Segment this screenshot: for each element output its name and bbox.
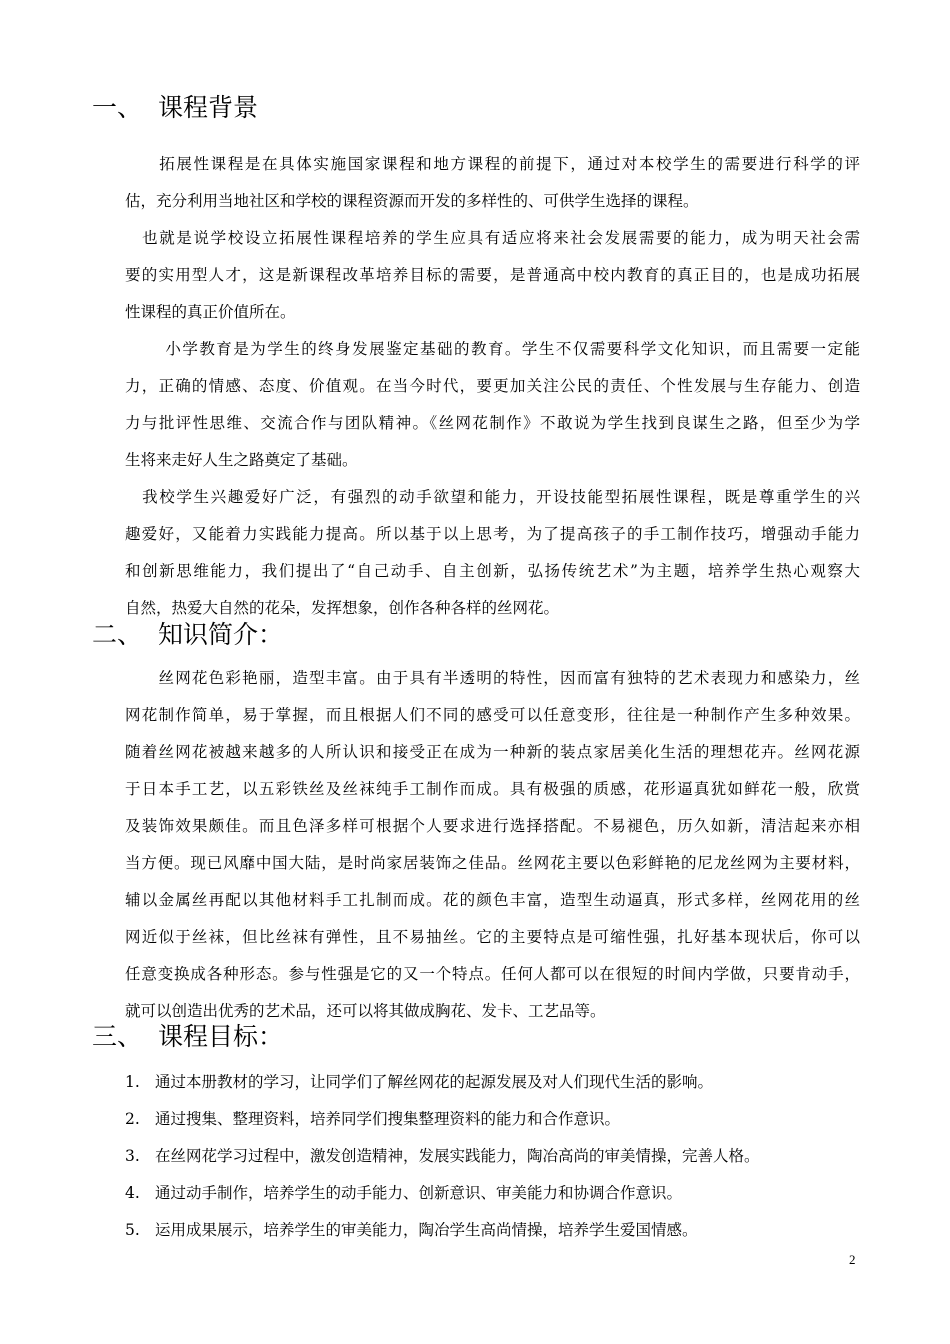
- text-line: 性课程的真正价值所在。: [125, 303, 296, 321]
- text-line: 我校学生兴趣爱好广泛，有强烈的动手欲望和能力，开设技能型拓展性课程，既是尊重学生的兴: [125, 488, 860, 506]
- section-number: 二、: [92, 620, 143, 649]
- section-heading-1: [92, 93, 258, 123]
- section-number: 一、: [92, 93, 143, 122]
- section-title: 课程目标：: [158, 1022, 284, 1051]
- text-line: 丝网花色彩艳丽，造型丰富。由于具有半透明的特性，因而富有独特的艺术表现力和感染力，丝: [125, 669, 860, 687]
- list-item-text: 通过动手制作，培养学生的动手能力、创新意识、审美能力和协调合作意识。: [155, 1184, 683, 1202]
- list-item-text: 通过本册教材的学习，让同学们了解丝网花的起源发展及对人们现代生活的影响。: [155, 1073, 714, 1091]
- list-item: [125, 1175, 860, 1212]
- list-item-number: 2.: [125, 1110, 140, 1128]
- text-line: 于日本手工艺，以五彩铁丝及丝袜纯手工制作而成。具有极强的质感，花形逼真犹如鲜花一般，欣赏: [125, 780, 860, 798]
- page-number: 2: [849, 1252, 856, 1267]
- list-item-text: 在丝网花学习过程中，激发创造精神，发展实践能力，陶冶高尚的审美情操，完善人格。: [155, 1147, 760, 1165]
- text-line: 自然，热爱大自然的花朵，发挥想象，创作各种各样的丝网花。: [125, 599, 560, 617]
- text-line: 生将来走好人生之路奠定了基础。: [125, 451, 358, 469]
- paragraph: [125, 146, 860, 220]
- section-heading-2: [92, 620, 283, 650]
- text-line: 和创新思维能力，我们提出了“自己动手、自主创新，弘扬传统艺术”为主题，培养学生热心观察大: [125, 562, 860, 580]
- text-line: 随着丝网花被越来越多的人所认识和接受正在成为一种新的装点家居美化生活的理想花卉。丝网花源: [125, 743, 860, 761]
- paragraph: [125, 220, 860, 331]
- objectives-list: [125, 1064, 860, 1249]
- list-item-number: 5.: [125, 1221, 140, 1239]
- list-item: [125, 1138, 860, 1175]
- text-line: 任意变换成各种形态。参与性强是它的又一个特点。任何人都可以在很短的时间内学做，只要肯动手，: [125, 965, 860, 983]
- section-title: 知识简介：: [158, 620, 284, 649]
- text-line: 小学教育是为学生的终身发展鉴定基础的教育。学生不仅需要科学文化知识，而且需要一定能: [125, 340, 860, 358]
- section-title: 课程背景: [158, 93, 259, 122]
- list-item: [125, 1101, 860, 1138]
- text-line: 趣爱好，又能着力实践能力提高。所以基于以上思考，为了提高孩子的手工制作技巧，增强动手能力: [125, 525, 860, 543]
- text-line: 网花制作简单，易于掌握，而且根据人们不同的感受可以任意变形，往往是一种制作产生多种效果。: [125, 706, 860, 724]
- text-line: 力与批评性思维、交流合作与团队精神。《丝网花制作》不敢说为学生找到良谋生之路，但至少为学: [125, 414, 860, 432]
- text-line: 也就是说学校设立拓展性课程培养的学生应具有适应将来社会发展需要的能力，成为明天社会需: [125, 229, 860, 247]
- list-item-number: 3.: [125, 1147, 140, 1165]
- section-heading-3: [92, 1022, 283, 1052]
- section-number: 三、: [92, 1022, 143, 1051]
- list-item-number: 4.: [125, 1184, 140, 1202]
- text-line: 辅以金属丝再配以其他材料手工扎制而成。花的颜色丰富，造型生动逼真，形式多样，丝网花用的丝: [125, 891, 860, 909]
- list-item-text: 运用成果展示，培养学生的审美能力，陶冶学生高尚情操，培养学生爱国情感。: [155, 1221, 698, 1239]
- paragraph: [125, 331, 860, 479]
- text-line: 网近似于丝袜，但比丝袜有弹性，且不易抽丝。它的主要特点是可缩性强，扎好基本现状后，你可以: [125, 928, 860, 946]
- list-item: [125, 1212, 860, 1249]
- text-line: 力，正确的情感、态度、价值观。在当今时代，要更加关注公民的责任、个性发展与生存能力、创造: [125, 377, 860, 395]
- paragraph: [125, 479, 860, 627]
- text-line: 拓展性课程是在具体实施国家课程和地方课程的前提下，通过对本校学生的需要进行科学的评: [125, 155, 860, 173]
- text-line: 估，充分利用当地社区和学校的课程资源而开发的多样性的、可供学生选择的课程。: [125, 192, 699, 210]
- paragraph: [125, 660, 860, 1030]
- text-line: 及装饰效果颇佳。而且色泽多样可根据个人要求进行选择搭配。不易褪色，历久如新，清洁起来亦相: [125, 817, 860, 835]
- list-item-text: 通过搜集、整理资料，培养同学们搜集整理资料的能力和合作意识。: [155, 1110, 621, 1128]
- list-item-number: 1.: [125, 1073, 140, 1091]
- text-line: 就可以创造出优秀的艺术品，还可以将其做成胸花、发卡、工艺品等。: [125, 1002, 606, 1020]
- text-line: 当方便。现已风靡中国大陆，是时尚家居装饰之佳品。丝网花主要以色彩鲜艳的尼龙丝网为主要材料，: [125, 854, 860, 872]
- list-item: [125, 1064, 860, 1101]
- text-line: 要的实用型人才，这是新课程改革培养目标的需要，是普通高中校内教育的真正目的，也是成功拓展: [125, 266, 860, 284]
